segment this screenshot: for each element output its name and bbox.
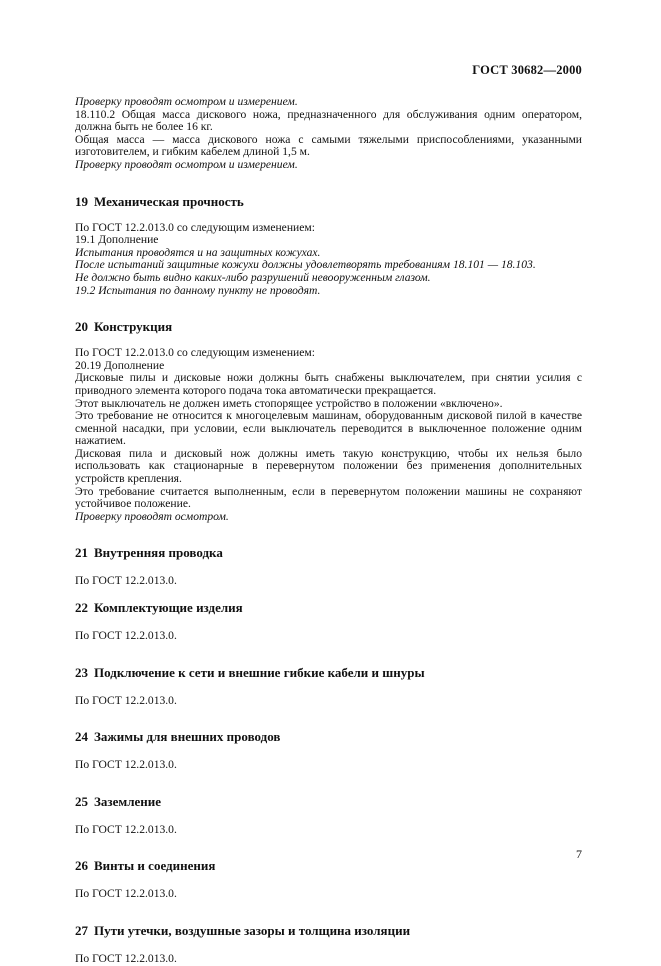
- section-heading-21: 21 Внутренняя проводка: [75, 545, 223, 561]
- paragraph: По ГОСТ 12.2.013.0.: [75, 887, 177, 901]
- paragraph: По ГОСТ 12.2.013.0.: [75, 758, 177, 772]
- paragraph: Проверку проводят осмотром и измерением.: [75, 95, 298, 108]
- paragraph: По ГОСТ 12.2.013.0 со следующим изменением:: [75, 346, 315, 360]
- paragraph: По ГОСТ 12.2.013.0 со следующим изменением:: [75, 220, 315, 234]
- paragraph: По ГОСТ 12.2.013.0.: [75, 574, 177, 588]
- paragraph: 18.110.2 Общая масса дискового ножа, предназначенного для обслуживания одним оператором, должна быть не более 16 кг.: [75, 107, 582, 134]
- paragraph: 19.1 Дополнение: [75, 233, 159, 247]
- paragraph: Это требование считается выполненным, если в перевернутом положении машины не сохраняют устойчивое положение.: [75, 484, 582, 511]
- section-heading-22: 22 Комплектующие изделия: [75, 600, 243, 616]
- paragraph: Общая масса — масса дискового ножа с самыми тяжелыми приспособлениями, указанными изготовителем, и гибким кабелем длиной 1,5 м.: [75, 132, 582, 159]
- page-number: 7: [576, 847, 582, 861]
- section-heading-23: 23 Подключение к сети и внешние гибкие кабели и шнуры: [75, 664, 425, 680]
- paragraph: По ГОСТ 12.2.013.0.: [75, 693, 177, 707]
- paragraph: Дисковые пилы и дисковые ножи должны быть снабжены выключателем, при снятии усилия с приводного элемента которого подача тока автоматически прекращается.: [75, 371, 582, 397]
- section-heading-19: 19 Механическая прочность: [75, 193, 244, 209]
- paragraph: Не должно быть видно каких-либо разрушений невооруженным глазом.: [75, 270, 431, 284]
- paragraph: 19.2 Испытания по данному пункту не проводят.: [75, 283, 321, 297]
- paragraph: 20.19 Дополнение: [75, 358, 165, 372]
- paragraph: Это требование не относится к многоцелевым машинам, оборудованным дисковой пилой в качестве сменной насадки, при условии, если выключатель переводится в выключенное положение одним нажатием.: [75, 409, 582, 448]
- paragraph: По ГОСТ 12.2.013.0.: [75, 952, 177, 965]
- section-heading-27: 27 Пути утечки, воздушные зазоры и толщина изоляции: [75, 923, 411, 938]
- paragraph: По ГОСТ 12.2.013.0.: [75, 629, 177, 643]
- section-heading-24: 24 Зажимы для внешних проводов: [75, 729, 281, 745]
- document-body: [75, 96, 582, 966]
- paragraph: После испытаний защитные кожухи должны удовлетворять требованиям 18.101 — 18.103.: [75, 258, 536, 272]
- section-heading-25: 25 Заземление: [75, 793, 162, 809]
- paragraph: Этот выключатель не должен иметь стопорящее устройство в положении «включено».: [75, 396, 503, 410]
- paragraph: Испытания проводятся и на защитных кожухах.: [75, 245, 321, 259]
- section-heading-26: 26 Винты и соединения: [75, 858, 216, 874]
- section-heading-20: 20 Конструкция: [75, 319, 173, 335]
- paragraph: Проверку проводят осмотром и измерением.: [75, 157, 298, 171]
- paragraph: Проверку проводят осмотром.: [75, 509, 229, 523]
- paragraph: Дисковая пила и дисковый нож должны иметь такую конструкцию, чтобы их нельзя было использовать как стационарные в перевернутом положении без применения дополнительных устройств крепления.: [75, 446, 582, 486]
- document-id-header: ГОСТ 30682—2000: [472, 63, 582, 77]
- paragraph: По ГОСТ 12.2.013.0.: [75, 822, 177, 836]
